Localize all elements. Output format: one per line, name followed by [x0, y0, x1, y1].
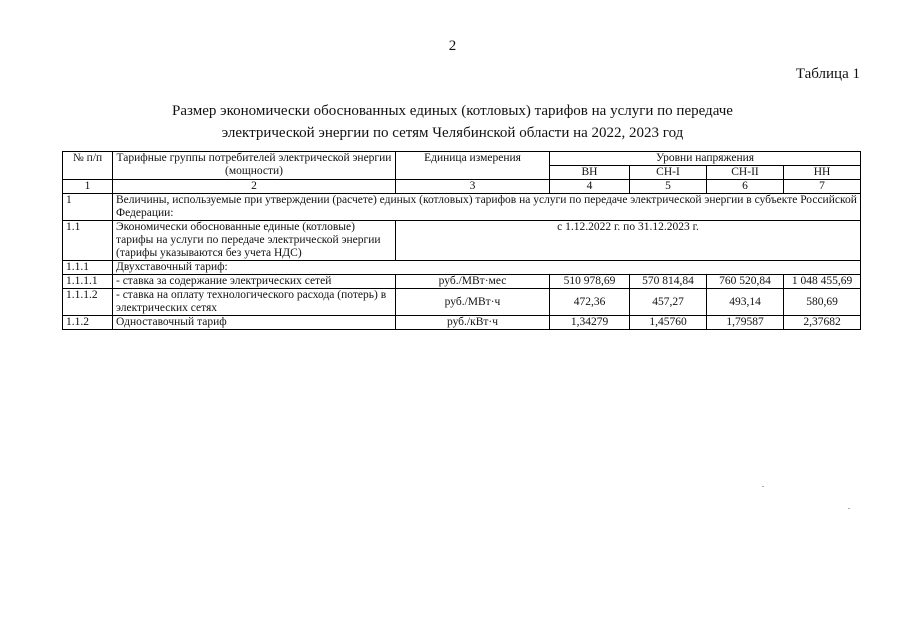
header-num: № п/п: [63, 152, 113, 180]
row-description: Экономически обоснованные единые (котловые) тарифы на услуги по передаче электрической энергии (тарифы указываются без учета НДС): [113, 221, 396, 261]
value-sn1: 457,27: [630, 289, 707, 316]
page-number: 2: [448, 38, 457, 54]
index-cell: 7: [784, 180, 861, 194]
row-description: Величины, используемые при утверждении (расчете) единых (котловых) тарифов на услуги по передаче электрической энергии в субъекте Российской Федерации:: [113, 194, 861, 221]
index-cell: 1: [63, 180, 113, 194]
index-row: [63, 180, 861, 194]
value-sn2: 1,79587: [707, 316, 784, 330]
table-row: [63, 275, 861, 289]
header-levels: Уровни напряжения: [550, 152, 861, 166]
row-unit: руб./МВт·мес: [396, 275, 550, 289]
table-row: [63, 194, 861, 221]
row-description: - ставка на оплату технологического расхода (потерь) в электрических сетях: [113, 289, 396, 316]
tariff-table: [62, 151, 861, 330]
row-unit: руб./кВт·ч: [396, 316, 550, 330]
row-number: 1: [63, 194, 113, 221]
table-row: [63, 289, 861, 316]
value-vn: 1,34279: [550, 316, 630, 330]
index-cell: 2: [113, 180, 396, 194]
row-number: 1.1.1.1: [63, 275, 113, 289]
title-line-1: Размер экономически обоснованных единых (котловых) тарифов на услуги по передаче: [172, 103, 733, 119]
document-title: [0, 100, 905, 144]
value-vn: 510 978,69: [550, 275, 630, 289]
value-sn1: 570 814,84: [630, 275, 707, 289]
row-number: 1.1: [63, 221, 113, 261]
index-cell: 6: [707, 180, 784, 194]
header-row-1: [63, 152, 861, 166]
row-number: 1.1.1.2: [63, 289, 113, 316]
value-nn: 580,69: [784, 289, 861, 316]
table-row: [63, 261, 861, 275]
table-label: Таблица 1: [795, 66, 860, 82]
value-vn: 472,36: [550, 289, 630, 316]
level-nn: НН: [784, 166, 861, 180]
level-sn1: СН-I: [630, 166, 707, 180]
row-description: Двухставочный тариф:: [113, 261, 861, 275]
row-description: Одноставочный тариф: [113, 316, 396, 330]
table-row: [63, 316, 861, 330]
value-sn1: 1,45760: [630, 316, 707, 330]
header-group: Тарифные группы потребителей электрической энергии (мощности): [113, 152, 396, 180]
level-sn2: СН-II: [707, 166, 784, 180]
value-sn2: 493,14: [707, 289, 784, 316]
scan-speck: [762, 486, 764, 487]
row-unit: руб./МВт·ч: [396, 289, 550, 316]
scan-speck: [848, 508, 850, 509]
tariff-period: с 1.12.2022 г. по 31.12.2023 г.: [396, 221, 861, 261]
index-cell: 5: [630, 180, 707, 194]
title-line-2: электрической энергии по сетям Челябинской области на 2022, 2023 год: [221, 125, 684, 141]
value-nn: 1 048 455,69: [784, 275, 861, 289]
row-number: 1.1.2: [63, 316, 113, 330]
header-unit: Единица измерения: [396, 152, 550, 180]
level-vn: ВН: [550, 166, 630, 180]
table-row: [63, 221, 861, 261]
index-cell: 3: [396, 180, 550, 194]
row-description: - ставка за содержание электрических сетей: [113, 275, 396, 289]
index-cell: 4: [550, 180, 630, 194]
row-number: 1.1.1: [63, 261, 113, 275]
value-sn2: 760 520,84: [707, 275, 784, 289]
value-nn: 2,37682: [784, 316, 861, 330]
